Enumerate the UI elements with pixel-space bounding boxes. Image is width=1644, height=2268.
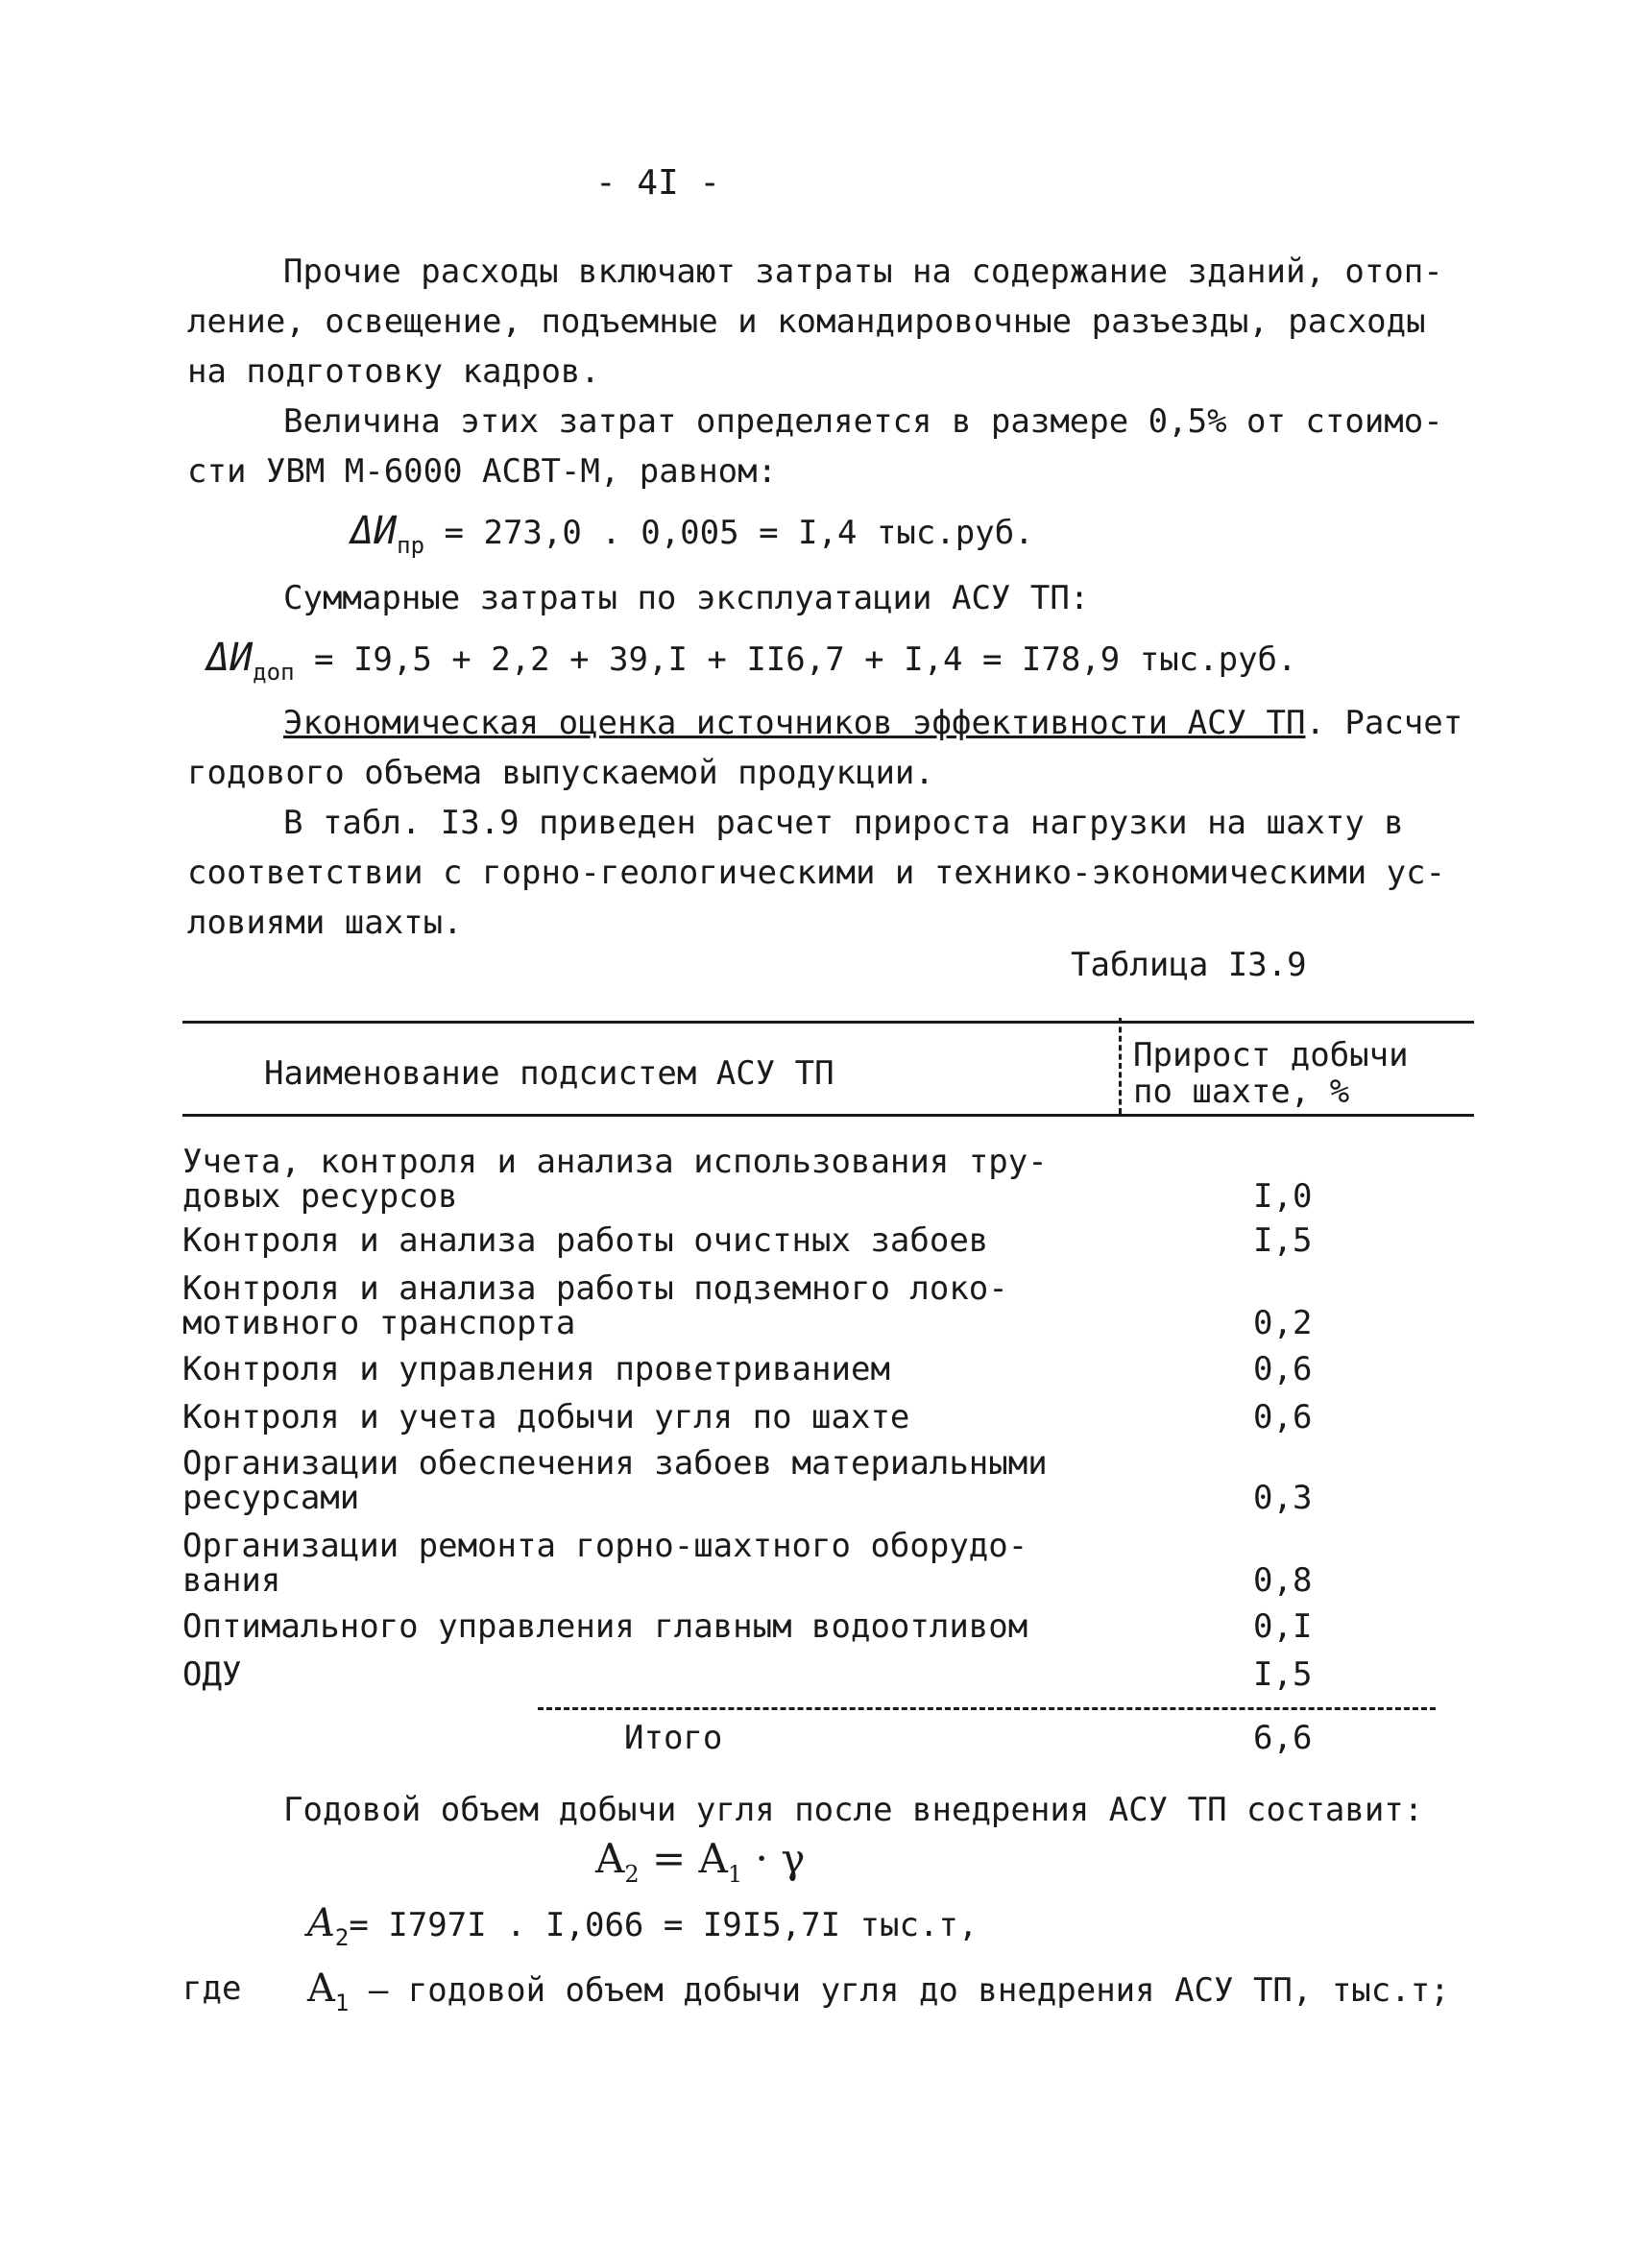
table-row-6-value: 0,3 bbox=[1253, 1479, 1313, 1517]
section-heading: Экономическая оценка источников эффективности АСУ ТП bbox=[283, 704, 1306, 742]
formula-a2-definition bbox=[595, 1834, 805, 1890]
table-row-3-name bbox=[182, 1271, 1008, 1340]
table-header-value-line1: Прирост добычи bbox=[1133, 1036, 1409, 1074]
row-1-name-line2: довых ресурсов bbox=[182, 1177, 458, 1216]
para4-line2: годового объема выпускаемой продукции. bbox=[187, 754, 934, 792]
table-row-7-name bbox=[182, 1529, 1028, 1598]
formula-a2: A bbox=[307, 1901, 335, 1945]
table-total-rule bbox=[538, 1707, 1436, 1710]
where-a1-subscript: 1 bbox=[334, 1990, 350, 2016]
table-row-8-name: Оптимального управления главным водоотливом bbox=[182, 1607, 1028, 1646]
para1-line1: Прочие расходы включают затраты на содержание зданий, отоп- bbox=[283, 253, 1443, 291]
formula-other-costs bbox=[351, 507, 1034, 561]
formula-total-costs bbox=[206, 634, 1297, 688]
para5-line3: ловиями шахты. bbox=[187, 904, 463, 942]
table-row-5-name: Контроля и учета добычи угля по шахте bbox=[182, 1398, 910, 1436]
formula-a2-rhs: = I797I . I,066 = I9I5,7I тыс.т, bbox=[349, 1906, 979, 1944]
formula-delta-symbol: ΔИ bbox=[351, 509, 398, 553]
formula-subscript: пр bbox=[397, 532, 425, 559]
table-row-2-value: I,5 bbox=[1253, 1221, 1313, 1260]
row-7-name-line1: Организации ремонта горно-шахтного оборудо- bbox=[182, 1527, 1028, 1565]
table-row-5-value: 0,6 bbox=[1253, 1398, 1313, 1436]
formula-a2-subscript: 2 bbox=[624, 1861, 640, 1888]
formula-eq-a1: = A bbox=[639, 1835, 728, 1882]
para5-line2: соответствии с горно-геологическими и технико-экономическими ус- bbox=[187, 854, 1446, 892]
para1-line2: ление, освещение, подъемные и командировочные разъезды, расходы bbox=[187, 302, 1426, 341]
table-column-divider bbox=[1119, 1018, 1122, 1114]
table-row-9-value: I,5 bbox=[1253, 1655, 1313, 1694]
row-6-name-line1: Организации обеспечения забоев материальными bbox=[182, 1444, 1048, 1483]
where-definition bbox=[307, 1965, 1450, 2018]
table-row-3-value: 0,2 bbox=[1253, 1304, 1313, 1342]
formula-a2-value bbox=[307, 1899, 978, 1953]
table-row-1-name bbox=[182, 1145, 1048, 1214]
formula-delta-symbol: ΔИ bbox=[206, 636, 254, 680]
formula-gamma: · γ bbox=[742, 1835, 806, 1882]
table-caption: Таблица I3.9 bbox=[1071, 946, 1307, 984]
formula-rhs: = 273,0 . 0,005 = I,4 тыс.руб. bbox=[424, 514, 1034, 552]
page-number: - 4I - bbox=[595, 163, 721, 203]
table-row-6-name bbox=[182, 1446, 1048, 1515]
para5-line1: В табл. I3.9 приведен расчет прироста нагрузки на шахту в bbox=[283, 804, 1404, 842]
para2-line2: сти УВМ М-6000 АСВТ-М, равном: bbox=[187, 452, 778, 491]
row-7-name-line2: вания bbox=[182, 1561, 281, 1600]
where-a1-description: – годовой объем добычи угля до внедрения АСУ ТП, тыс.т; bbox=[349, 1971, 1450, 2010]
para6: Годовой объем добычи угля после внедрения АСУ ТП составит: bbox=[283, 1791, 1424, 1829]
formula-subscript: доп bbox=[253, 659, 295, 686]
formula-a2: A bbox=[595, 1835, 625, 1882]
table-total-label: Итого bbox=[624, 1719, 723, 1757]
formula-rhs: = I9,5 + 2,2 + 39,I + II6,7 + I,4 = I78,9 тыс.руб. bbox=[294, 640, 1297, 679]
where-a1: A bbox=[307, 1966, 335, 2011]
formula-a1-subscript: 1 bbox=[727, 1861, 743, 1888]
table-header-value-line2: по шахте, % bbox=[1133, 1073, 1350, 1111]
para2-line1: Величина этих затрат определяется в размере 0,5% от стоимо- bbox=[283, 402, 1443, 441]
table-row-4-name: Контроля и управления проветриванием bbox=[182, 1350, 890, 1388]
para3: Суммарные затраты по эксплуатации АСУ ТП: bbox=[283, 579, 1090, 617]
row-6-name-line2: ресурсами bbox=[182, 1479, 360, 1517]
row-3-name-line1: Контроля и анализа работы подземного локо- bbox=[182, 1269, 1008, 1308]
table-row-4-value: 0,6 bbox=[1253, 1350, 1313, 1388]
table-header-name: Наименование подсистем АСУ ТП bbox=[264, 1054, 834, 1093]
table-header-rule bbox=[182, 1114, 1474, 1117]
para1-line3: на подготовку кадров. bbox=[187, 352, 600, 391]
table-header-value bbox=[1133, 1037, 1409, 1110]
para4-line1 bbox=[283, 699, 1463, 748]
table-row-8-value: 0,I bbox=[1253, 1607, 1313, 1646]
table-row-1-value: I,0 bbox=[1253, 1177, 1313, 1216]
row-1-name-line1: Учета, контроля и анализа использования тру- bbox=[182, 1143, 1048, 1181]
table-row-7-value: 0,8 bbox=[1253, 1561, 1313, 1600]
formula-a2-subscript: 2 bbox=[334, 1924, 350, 1951]
table-row-2-name: Контроля и анализа работы очистных забоев bbox=[182, 1221, 989, 1260]
table-top-rule bbox=[182, 1021, 1474, 1024]
row-3-name-line2: мотивного транспорта bbox=[182, 1304, 576, 1342]
para4-rest: . Расчет bbox=[1305, 704, 1463, 742]
where-label: где bbox=[182, 1969, 242, 2008]
table-row-9-name: ОДУ bbox=[182, 1655, 242, 1694]
table-total-value: 6,6 bbox=[1253, 1719, 1313, 1757]
